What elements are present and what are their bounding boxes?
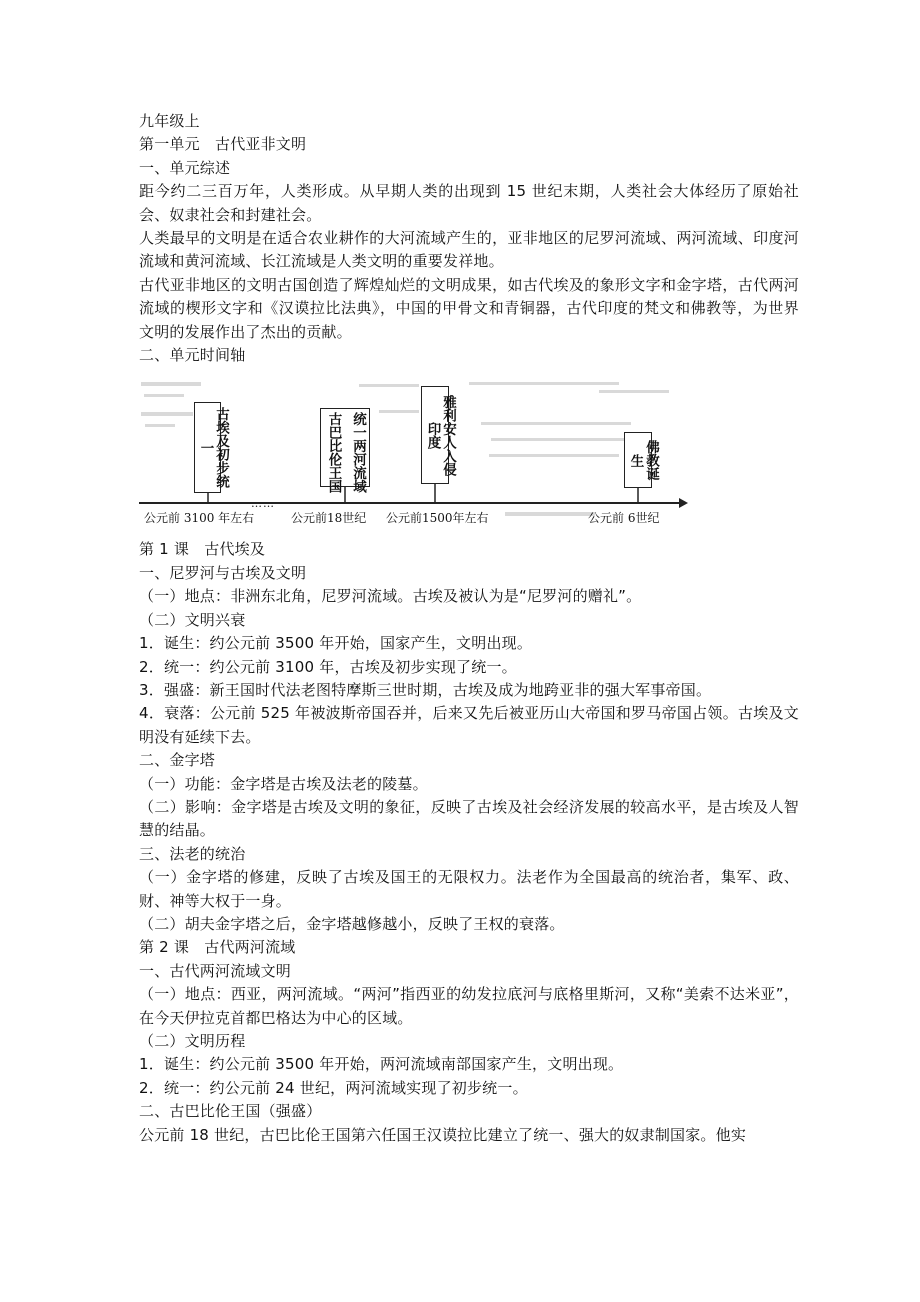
pharaoh-heading: 三、法老的统治 <box>139 844 246 863</box>
timeline-date-6th-century-bc: 公元前 6世纪 <box>588 511 660 526</box>
unit-timeline-figure <box>139 374 691 534</box>
timeline-arrow <box>679 498 688 508</box>
lesson2-title: 第 2 课 古代两河流域 <box>139 938 296 957</box>
pyramid-function: （一）功能：金字塔是古埃及法老的陵墓。 <box>139 774 428 793</box>
mesopotamia-location: （一）地点：西亚，两河流域。“两河”指西亚的幼发拉底河与底格里斯河，又称“美索不达米亚”，在今天伊拉克首都巴格达为中心的区域。 <box>139 985 799 1027</box>
document-page <box>139 110 799 1147</box>
grade-label: 九年级上 <box>139 112 200 130</box>
event-aryan-invasion: 雅利安人入侵印度 <box>421 386 449 484</box>
overview-paragraph-2: 人类最早的文明是在适合农业耕作的大河流域产生的，亚非地区的尼罗河流域、两河流域、印度河流域和黄河流域、长江流域是人类文明的重要发祥地。 <box>139 229 799 271</box>
pharaoh-paragraph-1: （一）金字塔的修建，反映了古埃及国王的无限权力。法老作为全国最高的统治者，集军、政、财、神等大权于一身。 <box>139 868 799 910</box>
timeline-date-1500bc: 公元前1500年左右 <box>386 511 489 526</box>
event-buddhism-birth: 佛教诞生 <box>624 432 652 488</box>
timeline-date-18th-century-bc: 公元前18世纪 <box>291 511 367 526</box>
lesson1-line-4: 1．诞生：约公元前 3500 年开始，国家产生，文明出现。 <box>139 634 533 653</box>
lesson1-line-5: 2．统一：约公元前 3100 年，古埃及初步实现了统一。 <box>139 657 517 676</box>
mesopotamia-history-1: 1．诞生：约公元前 3500 年开始，两河流域南部国家产生，文明出现。 <box>139 1055 624 1074</box>
mesopotamia-civ-heading: 一、古代两河流域文明 <box>139 961 292 980</box>
event-babylon <box>320 408 370 494</box>
lesson1-title: 第 1 课 古代埃及 <box>139 540 266 559</box>
babylon-text: 公元前 18 世纪，古巴比伦王国第六任国王汉谟拉比建立了统一、强大的奴隶制国家。他实 <box>139 1125 747 1144</box>
pharaoh-paragraph-2: （二）胡夫金字塔之后，金字塔越修越小，反映了王权的衰落。 <box>139 914 565 933</box>
overview-paragraph-1: 距今约二三百万年，人类形成。从早期人类的出现到 15 世纪末期，人类社会大体经历了原始社会、奴隶社会和封建社会。 <box>139 182 799 224</box>
unit-title: 第一单元 古代亚非文明 <box>139 135 307 154</box>
overview-paragraph-3: 古代亚非地区的文明古国创造了辉煌灿烂的文明成果，如古代埃及的象形文字和金字塔，古代两河流域的楔形文字和《汉谟拉比法典》，中国的甲骨文和青铜器，古代印度的梵文和佛教等，为世界文明的发展作出了杰出的贡献。 <box>139 275 799 341</box>
mesopotamia-history-heading: （二）文明历程 <box>139 1032 246 1050</box>
lesson1-line-2: （一）地点：非洲东北角，尼罗河流域。古埃及被认为是“尼罗河的赠礼”。 <box>139 587 642 606</box>
mesopotamia-history-2: 2．统一：约公元前 24 世纪，两河流域实现了初步统一。 <box>139 1078 528 1097</box>
lesson1-line-6: 3．强盛：新王国时代法老图特摩斯三世时期，古埃及成为地跨亚非的强大军事帝国。 <box>139 680 712 699</box>
lesson1-decline: 4．衰落：公元前 525 年被波斯帝国吞并，后来又先后被亚历山大帝国和罗马帝国占领。古埃及文明没有延续下去。 <box>139 704 799 746</box>
pyramid-heading: 二、金字塔 <box>139 751 216 770</box>
timeline-date-3100bc: 公元前 3100 年左右 <box>144 511 255 526</box>
lesson1-line-1: 一、尼罗河与古埃及文明 <box>139 563 307 582</box>
lesson1-line-3: （二）文明兴衰 <box>139 610 246 629</box>
timeline-heading: 二、单元时间轴 <box>139 346 246 365</box>
event-unify-mesopotamia: 统一两河流域 <box>350 412 366 494</box>
pyramid-influence: （二）影响：金字塔是古埃及文明的象征，反映了古埃及社会经济发展的较高水平，是古埃及人智慧的结晶。 <box>139 797 799 840</box>
event-babylon-kingdom: 古巴比伦王国 <box>325 412 342 494</box>
overview-heading: 一、单元综述 <box>139 158 231 177</box>
timeline-ellipsis: …… <box>251 497 275 511</box>
event-egypt-unification: 古埃及初步统一 <box>194 402 221 493</box>
babylon-heading: 二、古巴比伦王国（强盛） <box>139 1102 322 1121</box>
